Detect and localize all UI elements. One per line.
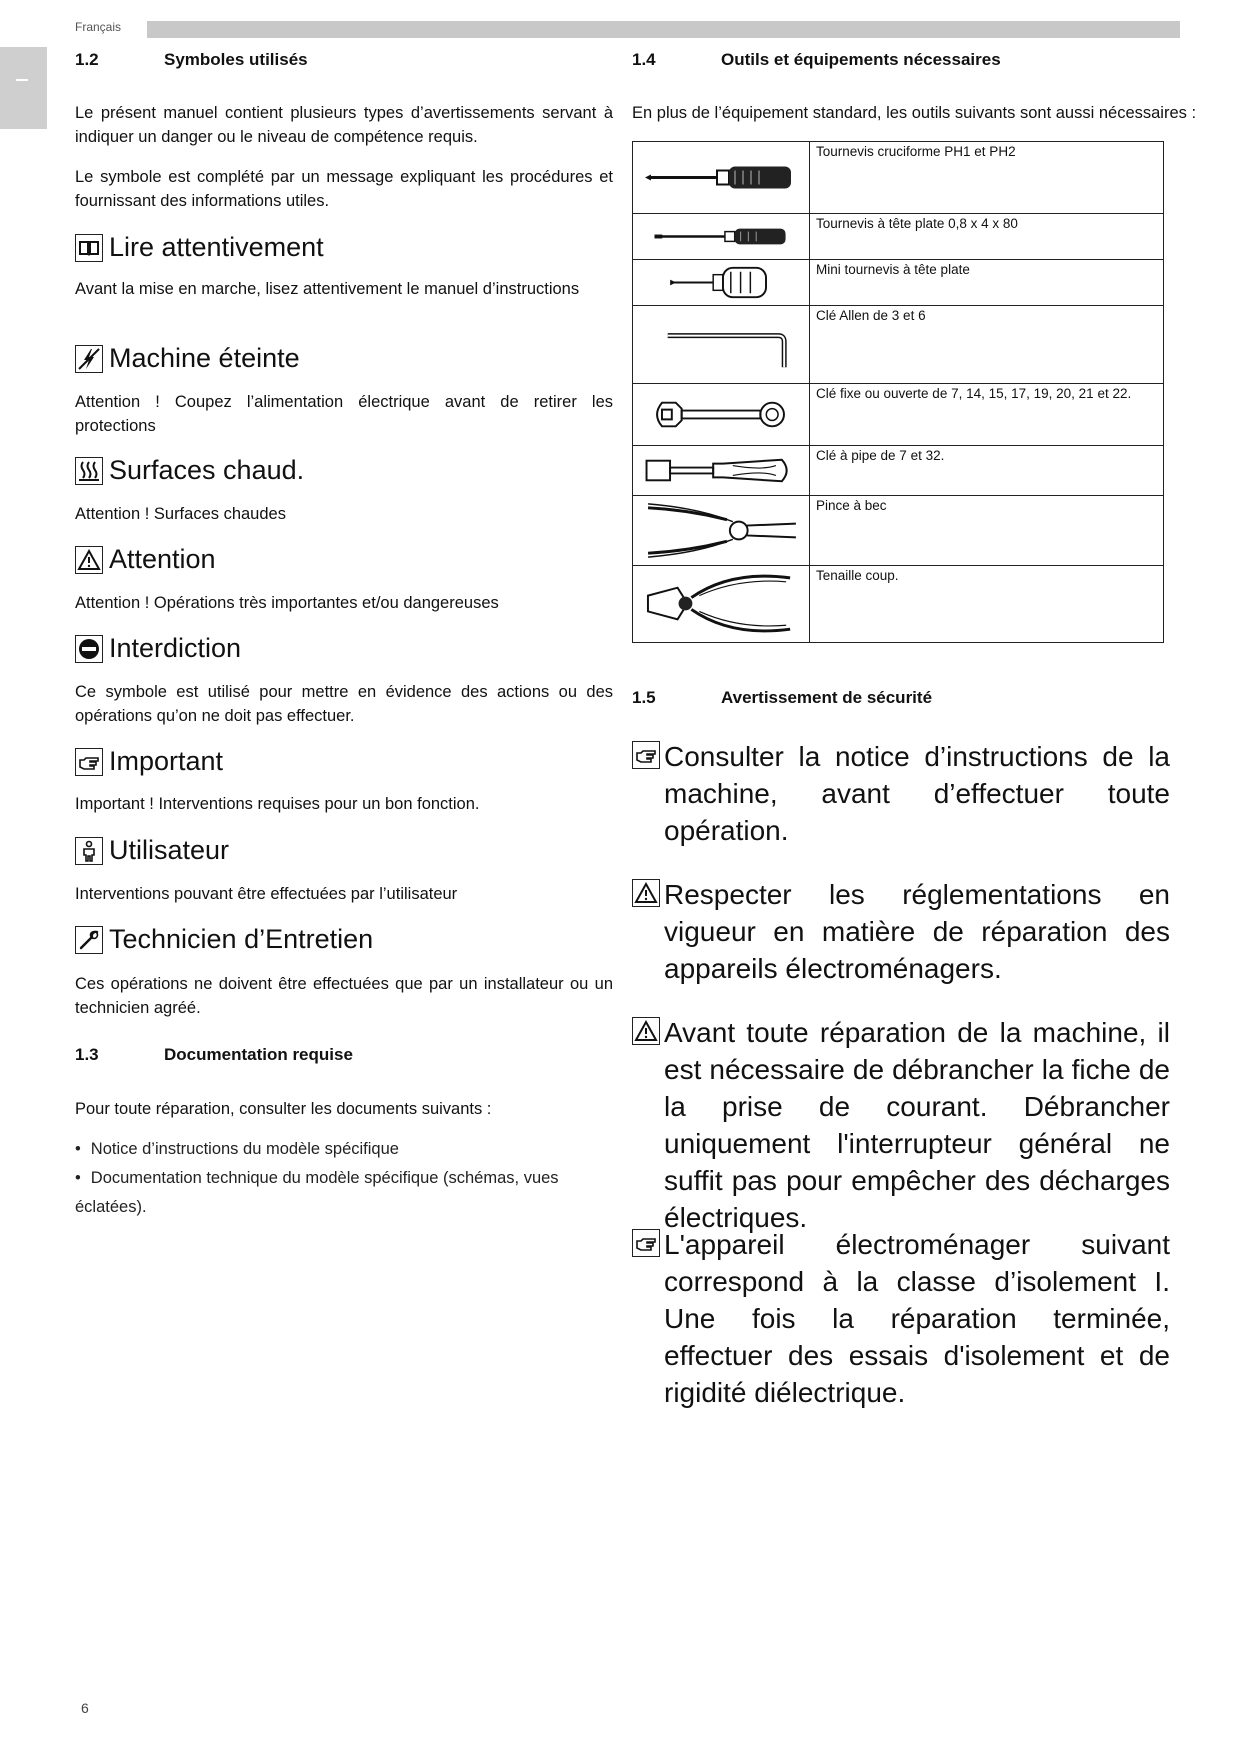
tools-table <box>632 141 1164 643</box>
tool-label: Clé fixe ou ouverte de 7, 14, 15, 17, 19, 20, 21 et 22. <box>816 386 1132 401</box>
symbol-important-heading: Important <box>75 746 223 777</box>
list-item: • Notice d’instructions du modèle spécifique <box>75 1135 615 1164</box>
table-row <box>633 213 1163 259</box>
section-1-2-intro: Le présent manuel contient plusieurs types d’avertissements servant à indiquer un danger ou le niveau de compétence requis. <box>75 104 613 146</box>
safety-warning <box>632 738 1170 849</box>
table-row <box>633 305 1163 383</box>
section-1-4-heading: 1.4 Outils et équipements nécessaires <box>632 50 1001 69</box>
warning-triangle-icon <box>75 546 103 574</box>
needle-nose-pliers-icon <box>633 496 810 565</box>
wrench-icon <box>75 926 103 954</box>
book-icon <box>75 234 103 262</box>
symbol-technicien-heading: Technicien d’Entretien <box>75 924 373 955</box>
user-icon <box>75 837 103 865</box>
section-1-4-intro: En plus de l’équipement standard, les outils suivants sont aussi nécessaires : <box>632 104 1197 122</box>
symbol-important-text: Important ! Interventions requises pour un bon fonction. <box>75 795 480 813</box>
symbol-attention-heading: Attention <box>75 544 216 575</box>
symbol-utilisateur-heading: Utilisateur <box>75 835 229 866</box>
table-row <box>633 259 1163 305</box>
safety-warning-text: Respecter les réglementations en vigueur en matière de réparation des appareils électroménagers. <box>664 879 1170 984</box>
language-label: Français <box>75 20 122 34</box>
combination-wrench-icon <box>633 384 810 445</box>
symbol-attention-text: Attention ! Opérations très importantes et/ou dangereuses <box>75 594 499 612</box>
tool-label: Clé à pipe de 7 et 32. <box>816 448 945 463</box>
section-1-3-intro: Pour toute réparation, consulter les documents suivants : <box>75 1100 492 1118</box>
prohibition-icon <box>75 635 103 663</box>
symbol-surfaces-heading: Surfaces chaud. <box>75 455 304 486</box>
diagonal-cutters-icon <box>633 566 810 643</box>
table-row <box>633 383 1163 445</box>
tool-label: Tournevis à tête plate 0,8 x 4 x 80 <box>816 216 1018 231</box>
symbol-utilisateur-text: Interventions pouvant être effectuées par l’utilisateur <box>75 885 458 903</box>
section-1-2-heading: 1.2 Symboles utilisés <box>75 50 308 69</box>
section-1-3-heading: 1.3 Documentation requise <box>75 1045 353 1064</box>
page-number: 6 <box>81 1700 89 1716</box>
safety-warning <box>632 1226 1170 1411</box>
pointing-hand-icon <box>75 748 103 776</box>
safety-warning-text: L'appareil électroménager suivant correspond à la classe d’isolement I. Une fois la réparation terminée, effectuer des essais d'isolement et de rigidité diélectrique. <box>664 1229 1170 1408</box>
symbol-technicien-text: Ces opérations ne doivent être effectuées que par un installateur ou un technicien agréé. <box>75 975 613 1017</box>
tool-label: Tournevis cruciforme PH1 et PH2 <box>816 144 1016 159</box>
safety-warning-text: Consulter la notice d’instructions de la machine, avant d’effectuer toute opération. <box>664 741 1170 846</box>
symbol-lire-heading: Lire attentivement <box>75 232 324 263</box>
tool-label: Mini tournevis à tête plate <box>816 262 970 277</box>
side-tab <box>0 47 47 129</box>
symbol-machine-heading: Machine éteinte <box>75 343 300 374</box>
symbol-surfaces-text: Attention ! Surfaces chaudes <box>75 505 286 523</box>
symbol-lire-text: Avant la mise en marche, lisez attentivement le manuel d’instructions <box>75 280 580 298</box>
warning-triangle-icon <box>632 1017 660 1045</box>
mini-screwdriver-icon <box>633 260 810 305</box>
hot-surface-icon <box>75 457 103 485</box>
table-row <box>633 142 1163 213</box>
section-1-2-note: Le symbole est complété par un message expliquant les procédures et fournissant des informations utiles. <box>75 168 613 210</box>
safety-warning-text: Avant toute réparation de la machine, il est nécessaire de débrancher la fiche de la prise de courant. Débrancher uniquement l'interrupteur général ne suffit pas pour empêcher des décharges électriques. <box>664 1017 1170 1233</box>
tool-label: Tenaille coup. <box>816 568 899 583</box>
tool-label: Pince à bec <box>816 498 887 513</box>
warning-triangle-icon <box>632 879 660 907</box>
socket-wrench-icon <box>633 446 810 495</box>
safety-warning <box>632 1014 1170 1236</box>
power-off-icon <box>75 345 103 373</box>
table-row <box>633 565 1163 643</box>
table-row <box>633 495 1163 565</box>
section-1-5-heading: 1.5 Avertissement de sécurité <box>632 688 933 707</box>
symbol-interdiction-heading: Interdiction <box>75 633 241 664</box>
list-item: • Documentation technique du modèle spécifique (schémas, vues éclatées). <box>75 1164 615 1222</box>
symbol-machine-text: Attention ! Coupez l’alimentation électrique avant de retirer les protections <box>75 393 613 435</box>
allen-key-icon <box>633 306 810 383</box>
pointing-hand-icon <box>632 741 660 769</box>
symbol-interdiction-text: Ce symbole est utilisé pour mettre en évidence des actions ou des opérations qu’on ne doit pas effectuer. <box>75 683 613 725</box>
documentation-list <box>75 1135 615 1222</box>
header-bar <box>147 21 1180 38</box>
flat-screwdriver-icon <box>633 214 810 259</box>
safety-warning <box>632 876 1170 987</box>
table-row <box>633 445 1163 495</box>
pointing-hand-icon <box>632 1229 660 1257</box>
tool-label: Clé Allen de 3 et 6 <box>816 308 926 323</box>
phillips-screwdriver-icon <box>633 142 810 213</box>
